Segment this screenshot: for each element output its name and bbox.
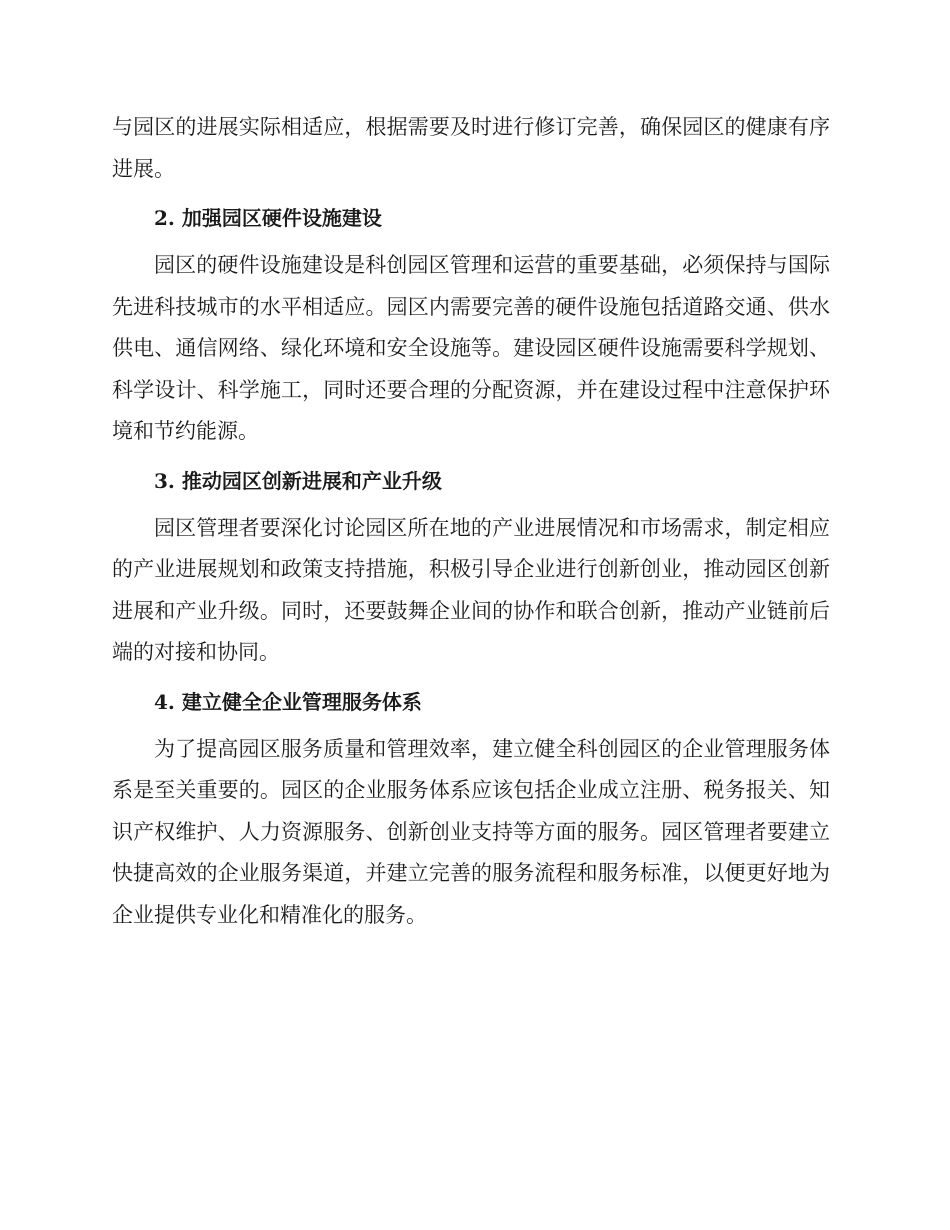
document-page xyxy=(112,107,830,936)
section-heading-4: 4. 建立健全企业管理服务体系 xyxy=(154,689,422,714)
paragraph-enterprise-service: 为了提高园区服务质量和管理效率，建立健全科创园区的企业管理服务体系是至关重要的。园区的企业服务体系应该包括企业成立注册、税务报关、知识产权维护、人力资源服务、创新创业支持等方面的服务。园区管理者要建立快捷高效的企业服务渠道，并建立完善的服务流程和服务标准，以便更好地为企业提供专业化和精准化的服务。 xyxy=(112,736,830,927)
section-heading-3: 3. 推动园区创新进展和产业升级 xyxy=(154,468,442,493)
paragraph-hardware-facilities: 园区的硬件设施建设是科创园区管理和运营的重要基础，必须保持与国际先进科技城市的水平相适应。园区内需要完善的硬件设施包括道路交通、供水供电、通信网络、绿化环境和安全设施等。建设园区硬件设施需要科学规划、科学设计、科学施工，同时还要合理的分配资源，并在建设过程中注意保护环境和节约能源。 xyxy=(112,253,830,443)
paragraph-continuation: 与园区的进展实际相适应，根据需要及时进行修订完善，确保园区的健康有序进展。 xyxy=(112,115,830,181)
paragraph-innovation-upgrade: 园区管理者要深化讨论园区所在地的产业进展情况和市场需求，制定相应的产业进展规划和政策支持措施，积极引导企业进行创新创业，推动园区创新进展和产业升级。同时，还要鼓舞企业间的协作和联合创新，推动产业链前后端的对接和协同。 xyxy=(112,515,830,664)
section-heading-2: 2. 加强园区硬件设施建设 xyxy=(154,206,382,230)
